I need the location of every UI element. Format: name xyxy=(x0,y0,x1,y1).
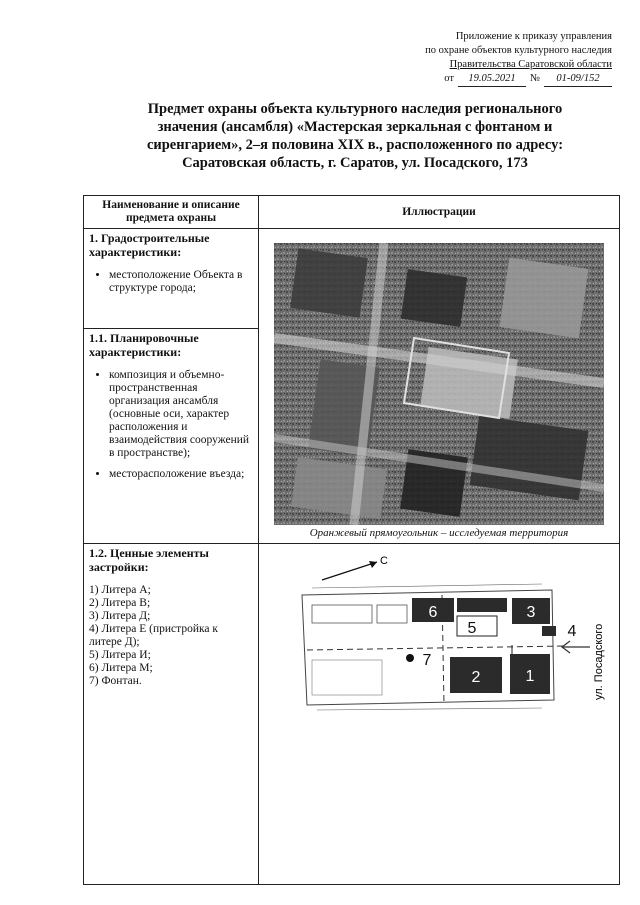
dimension-line xyxy=(317,708,542,710)
north-arrow-icon xyxy=(322,562,377,580)
section-1-1-list xyxy=(89,369,253,481)
building-1-label: 1 xyxy=(525,668,535,685)
list-item: 6) Литера М; xyxy=(89,662,153,674)
list-item: • месторасположение въезда; xyxy=(109,468,253,481)
list-item: 7) Фонтан. xyxy=(89,675,142,687)
list-item: 1) Литера А; xyxy=(89,584,151,596)
table-row xyxy=(84,544,620,885)
aerial-photo-image xyxy=(274,243,604,525)
plan-cell xyxy=(259,544,620,885)
section-1-1-title: 1.1. Планировочные характеристики: xyxy=(89,331,199,359)
section-1-title: 1. Градостроительные характеристики: xyxy=(89,231,210,259)
list-item: 3) Литера Д; xyxy=(89,610,151,622)
north-label: С xyxy=(380,555,388,567)
building-5-label: 5 xyxy=(467,620,477,637)
approval-date-number xyxy=(382,72,612,87)
approval-block xyxy=(382,30,612,87)
number-prefix: № xyxy=(529,73,540,84)
number-value: 01-09/152 xyxy=(544,72,612,87)
approval-line-2: по охране объектов культурного наследия xyxy=(425,45,612,56)
axis-line xyxy=(307,646,567,650)
col2-header: Иллюстрации xyxy=(259,196,620,229)
list-item: 2) Литера В; xyxy=(89,597,151,609)
aerial-photo xyxy=(274,243,604,525)
section-1-2-list xyxy=(89,584,253,688)
section-1-1-cell xyxy=(84,329,259,544)
building-6-label: 6 xyxy=(428,604,438,621)
approval-line-3: Правительства Саратовской области xyxy=(449,59,612,70)
section-1-cell xyxy=(84,229,259,329)
protection-table xyxy=(83,195,620,885)
document-title: Предмет охраны объекта культурного наследия регионального значения (ансамбля) «Мастерская зеркальная с фонтаном и сиренгарием», 2–я половина XIX в., расположенного по адресу: Саратовская область, г. Саратов, ул. Посадского, 173 xyxy=(146,101,564,171)
building-4-label: 4 xyxy=(567,623,577,640)
date-value: 19.05.2021 xyxy=(458,72,526,87)
building-4 xyxy=(542,626,556,636)
building-3-label: 3 xyxy=(526,604,536,621)
table-row xyxy=(84,229,620,329)
aerial-caption: Оранжевый прямоугольник – исследуемая территория xyxy=(309,527,569,539)
street-label: ул. Посадского xyxy=(593,623,605,700)
fountain-7-label: 7 xyxy=(422,652,432,669)
list-item: • местоположение Объекта в структуре города; xyxy=(109,269,253,295)
section-1-2-title: 1.2. Ценные элементы застройки: xyxy=(89,546,209,574)
list-item: • композиция и объемно-пространственная организация ансамбля (основные оси, характер расположения и взаимодействия сооружений в пространстве); xyxy=(109,369,253,460)
building-5 xyxy=(457,616,497,636)
site-plan-drawing xyxy=(272,550,612,750)
list-item: 4) Литера Е (пристройка к литере Д); xyxy=(89,623,218,648)
minor-structure xyxy=(312,605,372,623)
list-item: 5) Литера И; xyxy=(89,649,151,661)
section-1-2-cell xyxy=(84,544,259,885)
minor-structure xyxy=(312,660,382,695)
aerial-cell xyxy=(259,229,620,544)
building-6-wing xyxy=(457,598,507,612)
table-header-row xyxy=(84,196,620,229)
minor-structure xyxy=(377,605,407,623)
building-2-label: 2 xyxy=(471,669,481,686)
site-plan xyxy=(272,550,612,750)
date-prefix: от xyxy=(444,73,454,84)
col1-header: Наименование и описание предмета охраны xyxy=(84,196,259,229)
fountain-7 xyxy=(406,654,414,662)
approval-line-1: Приложение к приказу управления xyxy=(455,31,612,42)
section-1-list xyxy=(89,269,253,295)
dimension-line xyxy=(312,584,542,588)
